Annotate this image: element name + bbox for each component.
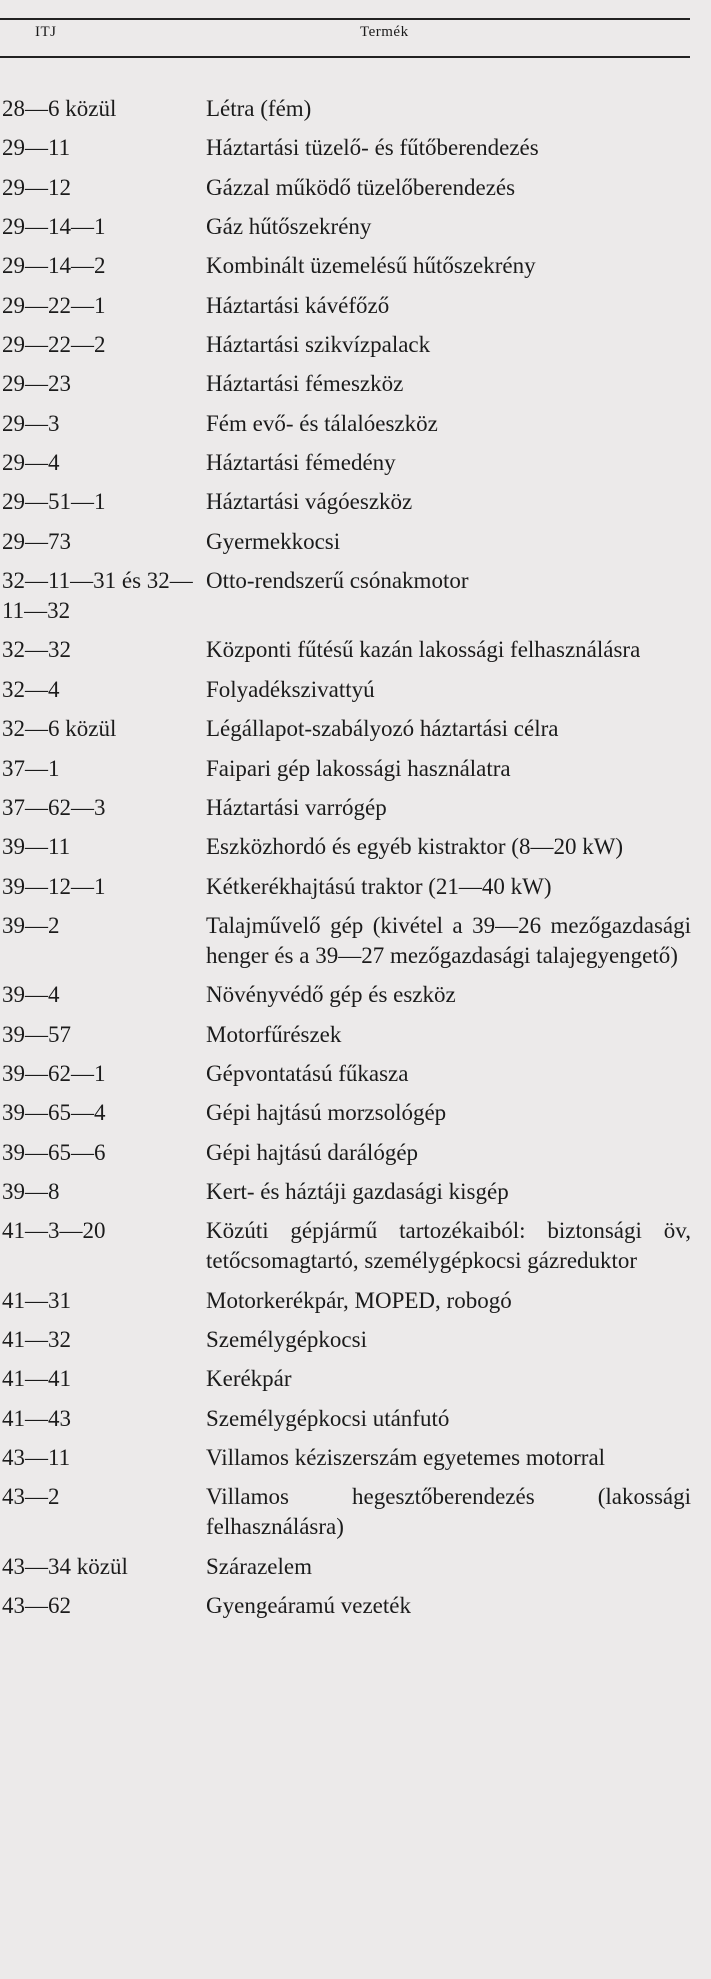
- itj-code: 29—3: [2, 410, 60, 436]
- table-row: [0, 1552, 711, 1582]
- itj-code: 39—62—1: [2, 1060, 106, 1086]
- itj-code: 37—1: [2, 755, 60, 781]
- product-name: Háztartási vágóeszköz: [206, 489, 413, 515]
- table-body: [0, 94, 711, 1630]
- itj-code: 29—73: [2, 528, 71, 554]
- product-name: Személygépkocsi utánfutó: [206, 1405, 450, 1431]
- itj-code: 29—22—1: [2, 292, 106, 318]
- product-name: Háztartási fémeszköz: [206, 371, 404, 397]
- itj-code: 32—6 közül: [2, 716, 117, 742]
- table-row: [0, 1216, 711, 1276]
- product-name: Motorkerékpár, MOPED, robogó: [206, 1287, 512, 1313]
- itj-code: 39—57: [2, 1021, 71, 1047]
- table-row: [0, 487, 711, 517]
- product-name: Személygépkocsi: [206, 1326, 367, 1352]
- itj-code: 41—3—20: [2, 1218, 106, 1244]
- itj-code: 43—11: [2, 1445, 71, 1470]
- product-name: Növényvédő gép és eszköz: [206, 982, 456, 1008]
- itj-code: 29—14—2: [2, 253, 106, 279]
- product-name: Fém evő- és tálalóeszköz: [206, 410, 438, 436]
- table-row: [0, 1404, 711, 1434]
- itj-code: 39—11: [2, 834, 71, 860]
- table-row: [0, 212, 711, 242]
- table-row: [0, 980, 711, 1010]
- itj-code: 39—12—1: [2, 873, 106, 899]
- product-name: Háztartási varrógép: [206, 794, 387, 820]
- product-name: Motorfűrészek: [206, 1021, 342, 1047]
- table-row: [0, 793, 711, 823]
- table-row: [0, 566, 711, 626]
- product-name: Gyengeáramú vezeték: [206, 1593, 411, 1619]
- table-row: [0, 1286, 711, 1316]
- itj-code: 41—32: [2, 1326, 71, 1352]
- itj-code: 29—22—2: [2, 332, 106, 358]
- itj-code: 41—43: [2, 1405, 71, 1431]
- column-header-product: Termék: [360, 24, 409, 40]
- itj-code: 39—65—4: [2, 1100, 106, 1126]
- product-name: Villamos hegesztőberendezés (lakossági felhasználásra): [206, 1484, 691, 1540]
- itj-code: 29—23: [2, 371, 71, 397]
- itj-code: 43—2: [2, 1484, 60, 1510]
- table-row: [0, 409, 711, 439]
- table-row: [0, 1059, 711, 1089]
- itj-code: 32—4: [2, 676, 60, 702]
- product-name: Háztartási szikvízpalack: [206, 332, 431, 358]
- table-row: [0, 635, 711, 665]
- product-name: Kert- és háztáji gazdasági kisgép: [206, 1178, 509, 1204]
- itj-code: 39—4: [2, 982, 60, 1008]
- itj-code: 28—6 közül: [2, 96, 117, 121]
- product-name: Gépvontatású fűkasza: [206, 1060, 409, 1086]
- itj-code: 32—11—31 és 32—11—32: [2, 568, 193, 624]
- table-row: [0, 754, 711, 784]
- table-row: [0, 173, 711, 203]
- product-name: Kerékpár: [206, 1366, 292, 1392]
- product-name: Kétkerékhajtású traktor (21—40 kW): [206, 873, 552, 899]
- product-name: Gáz hűtőszekrény: [206, 214, 372, 240]
- product-name: Gyermekkocsi: [206, 528, 341, 554]
- table-row: [0, 133, 711, 163]
- table-row: [0, 1443, 711, 1473]
- table-row: [0, 94, 711, 124]
- product-name: Szárazelem: [206, 1553, 312, 1579]
- table-row: [0, 911, 711, 971]
- itj-code: 29—14—1: [2, 214, 106, 240]
- itj-code: 37—62—3: [2, 794, 106, 820]
- table-header-rule: [0, 56, 690, 58]
- product-name: Háztartási fémedény: [206, 450, 396, 476]
- table-row: [0, 1020, 711, 1050]
- column-header-code: ITJ: [35, 24, 57, 40]
- product-name: Gázzal működő tüzelőberendezés: [206, 174, 516, 200]
- itj-code: 29—51—1: [2, 489, 106, 515]
- product-name: Otto-rendszerű csónakmotor: [206, 568, 469, 594]
- product-name: Létra (fém): [206, 96, 312, 121]
- product-name: Faipari gép lakossági használatra: [206, 755, 511, 781]
- product-name: Folyadékszivattyú: [206, 676, 375, 702]
- product-name: Központi fűtésű kazán lakossági felhasználásra: [206, 637, 641, 663]
- table-row: [0, 527, 711, 557]
- product-name: Talajművelő gép (kivétel a 39—26 mezőgazdasági henger és a 39—27 mezőgazdasági talajegyengető): [206, 912, 691, 968]
- itj-code: 43—34 közül: [2, 1553, 128, 1579]
- product-name: Gépi hajtású darálógép: [206, 1139, 419, 1165]
- itj-code: 29—4: [2, 450, 60, 476]
- itj-code: 39—2: [2, 912, 60, 938]
- table-row: [0, 1138, 711, 1168]
- table-row: [0, 251, 711, 281]
- table-row: [0, 714, 711, 744]
- itj-code: 39—65—6: [2, 1139, 106, 1165]
- table-row: [0, 675, 711, 705]
- table-row: [0, 1591, 711, 1621]
- product-name: Gépi hajtású morzsológép: [206, 1100, 447, 1126]
- table-row: [0, 1364, 711, 1394]
- itj-code: 39—8: [2, 1178, 60, 1204]
- table-row: [0, 330, 711, 360]
- product-name: Villamos kéziszerszám egyetemes motorral: [206, 1445, 606, 1470]
- product-name: Háztartási kávéfőző: [206, 292, 390, 318]
- table-row: [0, 1177, 711, 1207]
- product-name: Háztartási tüzelő- és fűtőberendezés: [206, 135, 539, 161]
- table-row: [0, 872, 711, 902]
- itj-code: 32—32: [2, 637, 71, 663]
- itj-code: 43—62: [2, 1593, 71, 1619]
- itj-code: 41—41: [2, 1366, 71, 1392]
- product-name: Közúti gépjármű tartozékaiból: biztonsági öv, tetőcsomagtartó, személygépkocsi gázreduktor: [206, 1218, 691, 1274]
- itj-code: 29—12: [2, 174, 71, 200]
- table-row: [0, 832, 711, 862]
- product-name: Légállapot-szabályozó háztartási célra: [206, 716, 559, 742]
- itj-code: 29—11: [2, 135, 71, 161]
- table-row: [0, 1482, 711, 1542]
- table-top-rule: [0, 18, 690, 20]
- itj-code: 41—31: [2, 1287, 71, 1313]
- table-row: [0, 1098, 711, 1128]
- table-row: [0, 369, 711, 399]
- table-row: [0, 291, 711, 321]
- table-row: [0, 448, 711, 478]
- product-name: Kombinált üzemelésű hűtőszekrény: [206, 253, 536, 279]
- table-row: [0, 1325, 711, 1355]
- product-name: Eszközhordó és egyéb kistraktor (8—20 kW): [206, 834, 624, 860]
